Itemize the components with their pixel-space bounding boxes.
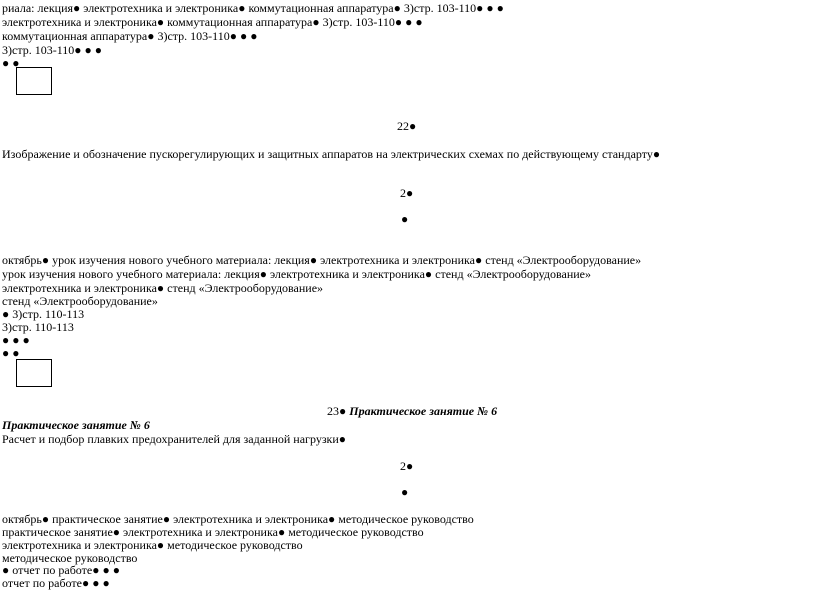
hours-22: 2●	[400, 186, 414, 200]
text-line-1: риала: лекция● электротехника и электроника● коммутационная аппаратура● 3)стр. 103-110● ● ●	[2, 1, 504, 15]
text-line-5: ● ●	[2, 56, 20, 70]
text-line-2: электротехника и электроника● коммутационная аппаратура● 3)стр. 103-110● ● ●	[2, 15, 423, 29]
detail-line-23-6: отчет по работе● ● ●	[2, 576, 110, 590]
detail-line-23-1: октябрь● практическое занятие● электротехника и электроника● методическое руководство	[2, 512, 474, 526]
detail-line-22-3: электротехника и электроника● стенд «Электрооборудование»	[2, 281, 324, 295]
lesson-number-23-title: Практическое занятие № 6	[349, 404, 498, 418]
text-line-3: коммутационная аппаратура● 3)стр. 103-110● ● ●	[2, 29, 258, 43]
detail-line-23-4: методическое руководство	[2, 551, 138, 565]
dot-22: ●	[401, 212, 409, 226]
lesson-number-23	[327, 404, 497, 418]
detail-line-22-5: ● 3)стр. 110-113	[2, 307, 85, 321]
detail-line-22-4: стенд «Электрооборудование»	[2, 294, 158, 308]
detail-line-22-7: ● ● ●	[2, 333, 30, 347]
practical-subtitle: Практическое занятие № 6	[2, 418, 150, 432]
detail-line-23-5: ● отчет по работе● ● ●	[2, 563, 120, 577]
lesson-title-23: Расчет и подбор плавких предохранителей для заданной нагрузки●	[2, 432, 347, 446]
empty-box-1	[16, 67, 52, 95]
dot-23: ●	[401, 485, 409, 499]
detail-line-22-6: 3)стр. 110-113	[2, 320, 74, 334]
detail-line-22-2: урок изучения нового учебного материала: лекция● электротехника и электроника● стенд «Электрооборудование»	[2, 267, 592, 281]
detail-line-23-2: практическое занятие● электротехника и электроника● методическое руководство	[2, 525, 424, 539]
detail-line-23-3: электротехника и электроника● методическое руководство	[2, 538, 303, 552]
detail-line-22-1: октябрь● урок изучения нового учебного материала: лекция● электротехника и электроника● стенд «Электрооборудование»	[2, 253, 642, 267]
lesson-number-23-value: 23●	[327, 404, 347, 418]
lesson-number-22: 22●	[397, 119, 417, 133]
lesson-title-22: Изображение и обозначение пускорегулирующих и защитных аппаратов на электрических схемах по действующему стандарту●	[2, 147, 661, 161]
detail-line-22-8: ● ●	[2, 346, 20, 360]
text-line-4: 3)стр. 103-110● ● ●	[2, 43, 103, 57]
empty-box-2	[16, 359, 52, 387]
hours-23: 2●	[400, 459, 414, 473]
